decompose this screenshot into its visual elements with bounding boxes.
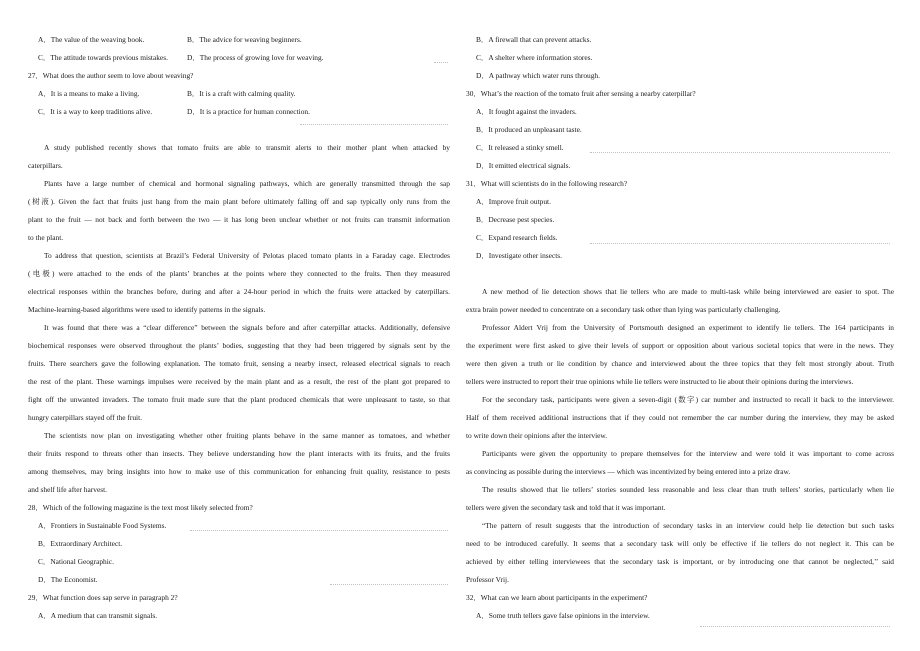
passage-line: were then given a truth or lie condition by chance and interviewed about the three topics that they felt most strongly about. Truth: [466, 359, 894, 368]
q31-option-d[interactable]: D．Investigate other insects.: [476, 251, 562, 260]
q28-option-c[interactable]: C．National Geographic.: [38, 557, 114, 566]
passage-line: Half of them received additional instructions that if they could not remember the car number during the interview, they may be asked: [466, 413, 894, 422]
passage-line: the experiment were first asked to give their levels of support or opposition about various societal topics that were in the news. They: [466, 341, 894, 350]
dotted-guide-line: [190, 530, 448, 531]
q27-option-d[interactable]: D．It is a practice for human connection.: [187, 107, 310, 116]
dotted-guide-line: [700, 626, 890, 627]
passage-line: Professor Vrij.: [466, 575, 509, 584]
passage-line: To address that question, scientists at Brazil’s Federal University of Pelotas placed tomato plants in a Faraday cage. Electrodes: [44, 251, 450, 260]
q26-options-row-1: [28, 31, 450, 49]
dotted-guide-line: [330, 584, 448, 585]
dotted-guide-line: [590, 243, 890, 244]
passage-line: electrical responses within the branches before, during and after a 24-hour period in which the fruits were attacked by caterpillars.: [28, 287, 450, 296]
dotted-guide-line: [300, 124, 448, 125]
q28-question: 28．Which of the following magazine is the text most likely selected from?: [28, 503, 253, 512]
passage-line: biochemical responses were observed throughout the plants’ bodies, suggesting that they had been triggered by signals sent by the: [28, 341, 450, 350]
q27-options-row-2: [28, 103, 450, 121]
q26-option-c[interactable]: C．The attitude towards previous mistakes.: [38, 53, 168, 62]
passage-line: It was found that there was a “clear difference” between the signals before and after caterpillar attacks. Additionally, defensive: [44, 323, 450, 332]
q30-option-c[interactable]: C．It released a stinky smell.: [476, 143, 564, 152]
q26-option-d[interactable]: D．The process of growing love for weaving.: [187, 53, 324, 62]
passage-line: Machine-learning-based algorithms were used to identify patterns in the signals.: [28, 305, 266, 314]
passage-line: For the secondary task, participants were given a seven-digit (数字) car number and instructed to recall it back to the interviewer.: [482, 395, 894, 404]
dotted-guide-line: [590, 152, 890, 153]
passage-line: Professor Aldert Vrij from the University of Portsmouth designed an experiment to identify lie tellers. The 164 participants in: [482, 323, 894, 332]
passage-line: need to be introduced carefully. It seems that a secondary task will only be effective if lie tellers do not neglect it. This can be: [466, 539, 894, 548]
q30-option-a[interactable]: A．It fought against the invaders.: [476, 107, 577, 116]
q28-option-d[interactable]: D．The Economist.: [38, 575, 98, 584]
right-column: [466, 31, 894, 625]
q29-option-d[interactable]: D．A pathway which water runs through.: [476, 71, 600, 80]
passage-line: Plants have a large number of chemical and hormonal signaling pathways, which are generally transmitted through the sap: [44, 179, 450, 188]
q27-option-a[interactable]: A．It is a means to make a living.: [38, 89, 140, 98]
passage-line: (树液). Given the fact that fruits just hang from the main plant before ultimately falling off and sap typically only runs from the: [28, 197, 450, 206]
passage-line: tellers were instructed to report their true opinions while lie tellers were instructed to lie about their opinions during the interviews.: [466, 377, 854, 386]
passage-line: hungry caterpillars stayed off the fruit.: [28, 413, 142, 422]
q28-option-a[interactable]: A．Frontiers in Sustainable Food Systems.: [38, 521, 167, 530]
q27-option-b[interactable]: B．It is a craft with calming quality.: [187, 89, 296, 98]
passage-line: and shelf life after harvest.: [28, 485, 108, 494]
dotted-guide-line: [434, 62, 448, 63]
q26-option-a[interactable]: A．The value of the weaving book.: [38, 35, 145, 44]
passage-line: among themselves, may bring insights into how to make use of this communication for enhancing fruit quality, resistance to pests: [28, 467, 450, 476]
q29-question: 29．What function does sap serve in paragraph 2?: [28, 593, 178, 602]
passage-line: (电极) were attached to the ends of the plants’ branches at the points where they connected to the fruits. Then they measured: [28, 269, 450, 278]
passage-line: to the plant.: [28, 233, 64, 242]
passage-line: fruits. There searchers gave the following explanation. The tomato fruit, sensing a nearby insect, released electrical signals to reach: [28, 359, 450, 368]
q26-option-b[interactable]: B．The advice for weaving beginners.: [187, 35, 302, 44]
q29-option-c[interactable]: C．A shelter where information stores.: [476, 53, 593, 62]
q28-option-b[interactable]: B．Extraordinary Architect.: [38, 539, 123, 548]
passage-line: The results showed that lie tellers’ stories sounded less reasonable and less clear than truth tellers’ stories, particularly when lie: [482, 485, 894, 494]
passage-line: The scientists now plan on investigating whether other fruiting plants behave in the same manner as tomatoes, and whether: [44, 431, 450, 440]
passage-line: Participants were given the opportunity to prepare themselves for the interview and were told it was important to come across: [482, 449, 894, 458]
q31-question: 31．What will scientists do in the following research?: [466, 179, 628, 188]
left-column: [28, 31, 450, 625]
passage-line: A new method of lie detection shows that lie tellers who are made to multi-task while being interviewed are easier to spot. The: [482, 287, 894, 296]
q30-question: 30．What’s the reaction of the tomato fruit after sensing a nearby caterpillar?: [466, 89, 696, 98]
q27-option-c[interactable]: C．It is a way to keep traditions alive.: [38, 107, 153, 116]
passage-line: caterpillars.: [28, 161, 63, 170]
q27-options-row-1: [28, 85, 450, 103]
q32-question: 32．What can we learn about participants in the experiment?: [466, 593, 648, 602]
q29-option-b[interactable]: B．A firewall that can prevent attacks.: [476, 35, 592, 44]
passage-line: extra brain power needed to concentrate on a secondary task other than lying was particularly challenging.: [466, 305, 781, 314]
passage-line: A study published recently shows that tomato fruits are able to transmit alerts to their mother plant when attacked by: [44, 143, 450, 152]
passage-line: the rest of the plant. These warnings impulses were received by the main plant and as a result, the rest of the plant got prepared to: [28, 377, 450, 386]
passage-line: to write down their opinions after the interview.: [466, 431, 608, 440]
q26-options-row-2: [28, 49, 450, 67]
q29-option-a[interactable]: A．A medium that can transmit signals.: [38, 611, 158, 620]
q31-option-b[interactable]: B．Decrease pest species.: [476, 215, 555, 224]
passage-line: as convincing as possible during the interviews — which was incentivized by being entered into a prize draw.: [466, 467, 791, 476]
passage-line: their fruits respond to threats other than insects. They believe understanding how the plant interacts with its fruits, and the fruits: [28, 449, 450, 458]
q30-option-d[interactable]: D．It emitted electrical signals.: [476, 161, 571, 170]
passage-line: “The pattern of result suggests that the introduction of secondary tasks in an interview could help lie detection but such tasks: [482, 521, 894, 530]
passage-line: achieved by either telling interviewees that the secondary task is important, or by introducing one that cannot be neglected,’’ said: [466, 557, 894, 566]
q32-option-a[interactable]: A．Some truth tellers gave false opinions in the interview.: [476, 611, 650, 620]
q30-option-b[interactable]: B．It produced an unpleasant taste.: [476, 125, 582, 134]
q31-option-c[interactable]: C．Expand research fields.: [476, 233, 558, 242]
passage-line: fight off the unwanted invaders. The tomato fruit made sure that the plant produced chemicals that were unpleasant to taste, so that: [28, 395, 450, 404]
q31-option-a[interactable]: A．Improve fruit output.: [476, 197, 551, 206]
passage-line: tellers were given the secondary task and told that it was important.: [466, 503, 666, 512]
q27-question: 27．What does the author seem to love about weaving?: [28, 71, 194, 80]
passage-line: plant to the fruit — not back and forth between the two — it has long been unclear whether or not fruits can transmit information: [28, 215, 450, 224]
